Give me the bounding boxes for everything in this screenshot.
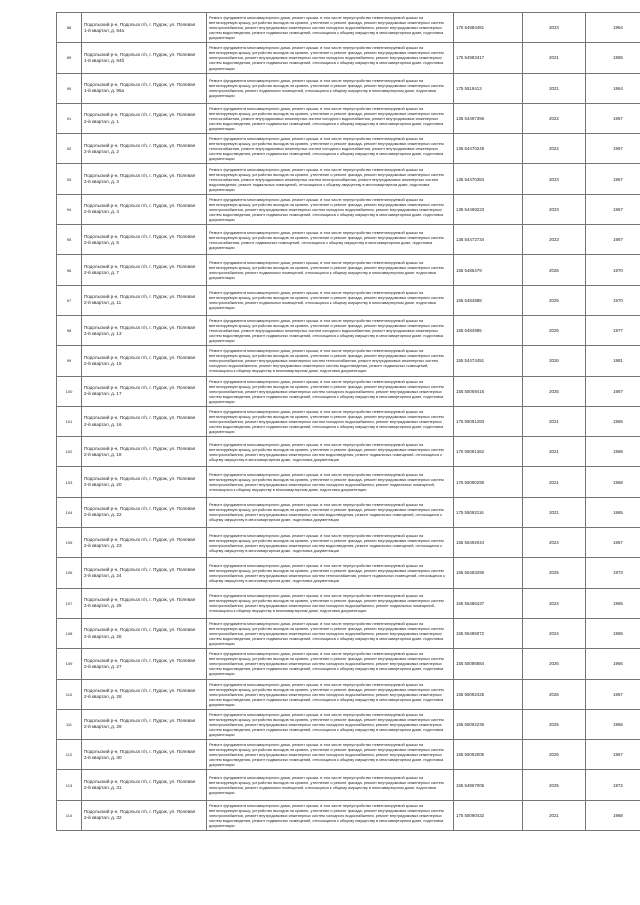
- table-row: [57, 285, 640, 315]
- object-code-cell: 155 54867005: [454, 770, 523, 800]
- address-line-2: 2-й квартал, д. 5: [84, 239, 119, 245]
- table-row: [57, 103, 640, 133]
- object-code-cell: 135 54469223: [454, 194, 523, 224]
- address-cell: [82, 588, 207, 618]
- address-line-2: 2-й квартал, д. 2: [84, 148, 119, 154]
- work-description-cell: Ремонт фундамента многоквартирного дома, ремонт крыши, в том числе переустройство невентилируемой крыши на вентилируемую крышу, устройство выходов на кровлю, утепление и ремонт фасада, ремонт внутридомовых инженерных систем электроснабжения, ремонт внутридомовых инженерных систем холодного водоснабжения, ремонт внутридомовых инженерных систем водоотведения, ремонт подвальных помещений, относящихся к общему имуществу в многоквартирном доме, подготовка документации: [207, 43, 454, 73]
- build-year-cell: 1966: [586, 649, 640, 679]
- object-code-cell: 175 55090432: [454, 800, 523, 830]
- address-line-2: 1-й квартал, д. 94а: [84, 27, 125, 33]
- address-cell: [82, 134, 207, 164]
- address-line-1: Подольский р-н, Подольск г/п, г. Пудож, ул. Полевая: [84, 385, 196, 391]
- work-description-cell: Ремонт фундамента многоквартирного дома, ремонт крыши, в том числе переустройство невентилируемой крыши на вентилируемую крышу, устройство выходов на кровлю, утепление и ремонт фасада, ремонт внутридомовых инженерных систем электроснабжения, ремонт внутридомовых инженерных систем холодного водоснабжения, ремонт внутридомовых инженерных систем водоотведения, ремонт подвальных помещений, относящихся к общему имуществу в многоквартирном доме, подготовка документации: [207, 709, 454, 739]
- address-cell: [82, 558, 207, 588]
- address-line-1: Подольский р-н, Подольск г/п, г. Пудож, ул. Полевая: [84, 112, 196, 118]
- address-line-1: Подольский р-н, Подольск г/п, г. Пудож, ул. Полевая: [84, 657, 196, 663]
- build-year-cell: 1965: [586, 618, 640, 648]
- repair-year-cell: 2022: [523, 134, 586, 164]
- work-description-cell: Ремонт фундамента многоквартирного дома, ремонт крыши, в том числе переустройство невентилируемой крыши на вентилируемую крышу, устройство выходов на кровлю, утепление и ремонт фасада, ремонт внутридомовых инженерных систем электроснабжения, ремонт подвальных помещений, относящихся к общему имуществу в многоквартирном доме, подготовка документации: [207, 73, 454, 103]
- repair-year-cell: 2026: [523, 255, 586, 285]
- work-description-cell: Ремонт фундамента многоквартирного дома, ремонт крыши, в том числе переустройство невентилируемой крыши на вентилируемую крышу, устройство выходов на кровлю, утепление и ремонт фасада, ремонт внутридомовых инженерных систем электроснабжения, ремонт подвальных помещений, относящихся к общему имуществу в многоквартирном доме, подготовка документации: [207, 285, 454, 315]
- address-line-1: Подольский р-н, Подольск г/п, г. Пудож, ул. Полевая: [84, 506, 196, 512]
- address-cell: [82, 43, 207, 73]
- repair-year-cell: 2025: [523, 709, 586, 739]
- row-number: 91: [57, 103, 82, 133]
- row-number: 95: [57, 225, 82, 255]
- row-number: 110: [57, 679, 82, 709]
- repair-year-cell: 2026: [523, 740, 586, 770]
- address-line-1: Подольский р-н, Подольск г/п, г. Пудож, ул. Полевая: [84, 294, 196, 300]
- object-code-cell: 155 55092006: [454, 740, 523, 770]
- address-cell: [82, 225, 207, 255]
- build-year-cell: 1968: [586, 800, 640, 830]
- row-number: 99: [57, 346, 82, 376]
- row-number: 89: [57, 43, 82, 73]
- work-description-cell: Ремонт фундамента многоквартирного дома, ремонт крыши, в том числе переустройство невентилируемой крыши на вентилируемую крышу, устройство выходов на кровлю, утепление и ремонт фасада, ремонт внутридомовых инженерных систем электроснабжения, ремонт внутридомовых инженерных систем холодного водоснабжения, ремонт подвальных помещений, относящихся к общему имуществу в многоквартирном доме, подготовка документации: [207, 467, 454, 497]
- address-cell: [82, 164, 207, 194]
- address-cell: [82, 649, 207, 679]
- address-line-2: 2-й квартал, д. 30: [84, 754, 122, 760]
- address-line-2: 2-й квартал, д. 7: [84, 270, 119, 276]
- work-description-cell: Ремонт фундамента многоквартирного дома, ремонт крыши, в том числе переустройство невентилируемой крыши на вентилируемую крышу, устройство выходов на кровлю, утепление и ремонт фасада, ремонт внутридомовых инженерных систем теплоснабжения, ремонт внутридомовых инженерных систем холодного водоснабжения, ремонт внутридомовых инженерных систем водоотведения, ремонт подвальных помещений, относящихся к общему имуществу в многоквартирном доме, подготовка документации: [207, 103, 454, 133]
- address-line-2: 2-й квартал, д. 27: [84, 663, 122, 669]
- address-line-1: Подольский р-н, Подольск г/п, г. Пудож, ул. Полевая: [84, 21, 196, 27]
- object-code-cell: 175 54983417: [454, 43, 523, 73]
- object-code-cell: 155 55069416: [454, 376, 523, 406]
- object-code-cell: 155 5486479: [454, 255, 523, 285]
- repair-year-cell: 2023: [523, 13, 586, 43]
- repair-year-cell: 2021: [523, 497, 586, 527]
- repair-year-cell: 2024: [523, 528, 586, 558]
- table-row: [57, 255, 640, 285]
- row-number: 106: [57, 558, 82, 588]
- row-number: 111: [57, 709, 82, 739]
- work-description-cell: Ремонт фундамента многоквартирного дома, ремонт крыши, в том числе переустройство невентилируемой крыши на вентилируемую крышу, устройство выходов на кровлю, утепление и ремонт фасада, ремонт внутридомовых инженерных систем электроснабжения, ремонт внутридомовых инженерных систем теплоснабжения, ремонт внутридомовых инженерных систем холодного водоснабжения, ремонт внутридомовых инженерных систем водоотведения, ремонт подвальных помещений, относящихся к общему имуществу в многоквартирном доме, подготовка документации: [207, 346, 454, 376]
- work-description-cell: Ремонт фундамента многоквартирного дома, ремонт крыши, в том числе переустройство невентилируемой крыши на вентилируемую крышу, устройство выходов на кровлю, утепление и ремонт фасада, ремонт внутридомовых инженерных систем теплоснабжения, ремонт внутридомовых инженерных систем холодного водоснабжения, ремонт внутридомовых инженерных систем водоотведения, ремонт подвальных помещений, относящихся к общему имуществу в многоквартирном доме, подготовка документации: [207, 315, 454, 345]
- work-description-cell: Ремонт фундамента многоквартирного дома, ремонт крыши, в том числе переустройство невентилируемой крыши на вентилируемую крышу, устройство выходов на кровлю, утепление и ремонт фасада, ремонт внутридомовых инженерных систем электроснабжения, ремонт внутридомовых инженерных систем холодного водоснабжения, ремонт внутридомовых инженерных систем водоотведения, ремонт подвальных помещений, относящихся к общему имуществу в многоквартирном доме, подготовка документации: [207, 740, 454, 770]
- repair-year-cell: 2026: [523, 679, 586, 709]
- repair-year-cell: 2026: [523, 315, 586, 345]
- address-cell: [82, 709, 207, 739]
- table-row: [57, 346, 640, 376]
- repair-year-cell: 2023: [523, 164, 586, 194]
- object-code-cell: 135 54470249: [454, 134, 523, 164]
- address-line-2: 2-й квартал, д. 26: [84, 633, 122, 639]
- work-description-cell: Ремонт фундамента многоквартирного дома, ремонт крыши, в том числе переустройство невентилируемой крыши на вентилируемую крышу, устройство выходов на кровлю, утепление и ремонт фасада, ремонт внутридомовых инженерных систем электроснабжения, ремонт внутридомовых инженерных систем холодного водоснабжения, ремонт внутридомовых инженерных систем водоотведения, ремонт подвальных помещений, относящихся к общему имуществу в многоквартирном доме, подготовка документации: [207, 679, 454, 709]
- work-description-cell: Ремонт фундамента многоквартирного дома, ремонт крыши, в том числе переустройство невентилируемой крыши на вентилируемую крышу, устройство выходов на кровлю, утепление и ремонт фасада, ремонт внутридомовых инженерных систем электроснабжения, ремонт внутридомовых инженерных систем холодного водоснабжения, ремонт внутридомовых инженерных систем водоотведения, ремонт подвальных помещений, относящихся к общему имуществу в многоквартирном доме, подготовка документации: [207, 618, 454, 648]
- work-description-cell: Ремонт фундамента многоквартирного дома, ремонт крыши, в том числе переустройство невентилируемой крыши на вентилируемую крышу, устройство выходов на кровлю, утепление и ремонт фасада, ремонт внутридомовых инженерных систем электроснабжения, ремонт внутридомовых инженерных систем холодного водоснабжения, ремонт внутридомовых инженерных систем водоотведения, ремонт подвальных помещений, относящихся к общему имуществу в многоквартирном доме, подготовка документации: [207, 406, 454, 436]
- work-description-cell: Ремонт фундамента многоквартирного дома, ремонт крыши, в том числе переустройство невентилируемой крыши на вентилируемую крышу, устройство выходов на кровлю, утепление и ремонт фасада, ремонт внутридомовых инженерных систем теплоснабжения, ремонт внутридомовых инженерных систем электроснабжения, ремонт внутридомовых инженерных систем водоотведения, ремонт подвальных помещений, относящихся к общему имуществу в многоквартирном доме, подготовка документации: [207, 164, 454, 194]
- build-year-cell: 1967: [586, 225, 640, 255]
- work-description-cell: Ремонт фундамента многоквартирного дома, ремонт крыши, в том числе переустройство невентилируемой крыши на вентилируемую крышу, устройство выходов на кровлю, утепление и ремонт фасада, ремонт внутридомовых инженерных систем электроснабжения, ремонт внутридомовых инженерных систем теплоснабжения, ремонт подвальных помещений, относящихся к общему имуществу в многоквартирном доме, подготовка документации: [207, 558, 454, 588]
- build-year-cell: 1967: [586, 194, 640, 224]
- address-cell: [82, 406, 207, 436]
- row-number: 90: [57, 73, 82, 103]
- repair-year-cell: 2025: [523, 558, 586, 588]
- address-cell: [82, 315, 207, 345]
- build-year-cell: 1965: [586, 406, 640, 436]
- table-row: [57, 225, 640, 255]
- row-number: 114: [57, 800, 82, 830]
- address-line-1: Подольский р-н, Подольск г/п, г. Пудож, ул. Полевая: [84, 415, 196, 421]
- address-line-2: 2-й квартал, д. 3: [84, 179, 119, 185]
- repair-year-cell: 2025: [523, 770, 586, 800]
- build-year-cell: 1964: [586, 73, 640, 103]
- address-line-2: 2-й квартал, д. 25: [84, 603, 122, 609]
- repair-year-cell: 2026: [523, 285, 586, 315]
- object-code-cell: 155 55486437: [454, 588, 523, 618]
- address-cell: [82, 73, 207, 103]
- table-row: [57, 800, 640, 830]
- table-row: [57, 558, 640, 588]
- table-row: [57, 43, 640, 73]
- table-row: [57, 679, 640, 709]
- table-row: [57, 467, 640, 497]
- object-code-cell: 175 55091362: [454, 437, 523, 467]
- work-description-cell: Ремонт фундамента многоквартирного дома, ремонт крыши, в том числе переустройство невентилируемой крыши на вентилируемую крышу, устройство выходов на кровлю, утепление и ремонт фасада, ремонт внутридомовых инженерных систем теплоснабжения, ремонт внутридомовых инженерных систем холодного водоснабжения, ремонт внутридомовых инженерных систем водоотведения, ремонт подвальных помещений, относящихся к общему имуществу в многоквартирном доме, подготовка документации: [207, 134, 454, 164]
- build-year-cell: 1967: [586, 740, 640, 770]
- build-year-cell: 1967: [586, 528, 640, 558]
- address-line-2: 2-й квартал, д. 17: [84, 391, 122, 397]
- object-code-cell: 155 5484985: [454, 315, 523, 345]
- row-number: 94: [57, 194, 82, 224]
- address-line-2: 2-й квартал, д. 11: [84, 300, 122, 306]
- address-cell: [82, 346, 207, 376]
- work-description-cell: Ремонт фундамента многоквартирного дома, ремонт крыши, в том числе переустройство невентилируемой крыши на вентилируемую крышу, устройство выходов на кровлю, утепление и ремонт фасада, ремонт внутридомовых инженерных систем электроснабжения, ремонт внутридомовых инженерных систем холодного водоснабжения, ремонт внутридомовых инженерных систем водоотведения, ремонт подвальных помещений, относящихся к общему имуществу в многоквартирном доме, подготовка документации: [207, 13, 454, 43]
- object-code-cell: 175 55091283: [454, 406, 523, 436]
- address-line-1: Подольский р-н, Подольск г/п, г. Пудож, ул. Полевая: [84, 536, 196, 542]
- address-cell: [82, 528, 207, 558]
- address-line-1: Подольский р-н, Подольск г/п, г. Пудож, ул. Полевая: [84, 778, 196, 784]
- repair-year-cell: 2021: [523, 406, 586, 436]
- row-number: 101: [57, 406, 82, 436]
- object-code-cell: 155 54474451: [454, 346, 523, 376]
- object-code-cell: 155 55486072: [454, 618, 523, 648]
- address-line-1: Подольский р-н, Подольск г/п, г. Пудож, ул. Полевая: [84, 809, 196, 815]
- work-description-cell: Ремонт фундамента многоквартирного дома, ремонт крыши, в том числе переустройство невентилируемой крыши на вентилируемую крышу, устройство выходов на кровлю, утепление и ремонт фасада, ремонт внутридомовых инженерных систем электроснабжения, ремонт внутридомовых инженерных систем водоотведения, ремонт подвальных помещений, относящихся к общему имуществу в многоквартирном доме, подготовка документации: [207, 528, 454, 558]
- address-cell: [82, 618, 207, 648]
- address-cell: [82, 194, 207, 224]
- address-line-2: 2-й квартал, д. 22: [84, 512, 122, 518]
- address-cell: [82, 255, 207, 285]
- address-line-2: 1-й квартал, д. 94б: [84, 57, 125, 63]
- row-number: 96: [57, 255, 82, 285]
- table-row: [57, 649, 640, 679]
- address-line-1: Подольский р-н, Подольск г/п, г. Пудож, ул. Полевая: [84, 233, 196, 239]
- build-year-cell: 1977: [586, 315, 640, 345]
- row-number: 93: [57, 164, 82, 194]
- row-number: 98: [57, 315, 82, 345]
- address-cell: [82, 800, 207, 830]
- build-year-cell: 1965: [586, 709, 640, 739]
- address-line-1: Подольский р-н, Подольск г/п, г. Пудож, ул. Полевая: [84, 324, 196, 330]
- row-number: 112: [57, 740, 82, 770]
- address-line-2: 2-й квартал, д. 32: [84, 815, 122, 821]
- build-year-cell: 1981: [586, 346, 640, 376]
- address-line-1: Подольский р-н, Подольск г/п, г. Пудож, ул. Полевая: [84, 627, 196, 633]
- work-description-cell: Ремонт фундамента многоквартирного дома, ремонт крыши, в том числе переустройство невентилируемой крыши на вентилируемую крышу, устройство выходов на кровлю, утепление и ремонт фасада, ремонт внутридомовых инженерных систем теплоснабжения, ремонт подвальных помещений, относящихся к общему имуществу в многоквартирном доме, подготовка документации: [207, 225, 454, 255]
- repair-year-cell: 2022: [523, 103, 586, 133]
- address-cell: [82, 740, 207, 770]
- housing-repair-table: [56, 12, 640, 831]
- object-code-cell: 155 55483296: [454, 558, 523, 588]
- work-description-cell: Ремонт фундамента многоквартирного дома, ремонт крыши, в том числе переустройство невентилируемой крыши на вентилируемую крышу, устройство выходов на кровлю, утепление и ремонт фасада, ремонт внутридомовых инженерных систем электроснабжения, ремонт внутридомовых инженерных систем холодного водоснабжения, ремонт внутридомовых инженерных систем водоотведения, ремонт подвальных помещений, относящихся к общему имуществу в многоквартирном доме, подготовка документации: [207, 649, 454, 679]
- object-code-cell: 155 55092425: [454, 679, 523, 709]
- table-row: [57, 740, 640, 770]
- table-row: [57, 315, 640, 345]
- repair-year-cell: 2024: [523, 618, 586, 648]
- repair-year-cell: 2026: [523, 649, 586, 679]
- address-line-1: Подольский р-н, Подольск г/п, г. Пудож, ул. Полевая: [84, 173, 196, 179]
- address-line-2: 2-й квартал, д. 24: [84, 572, 122, 578]
- object-code-cell: 175 55092116: [454, 497, 523, 527]
- repair-year-cell: 2023: [523, 194, 586, 224]
- work-description-cell: Ремонт фундамента многоквартирного дома, ремонт крыши, в том числе переустройство невентилируемой крыши на вентилируемую крышу, устройство выходов на кровлю, утепление и ремонт фасада, ремонт внутридомовых инженерных систем электроснабжения, ремонт внутридомовых инженерных систем холодного водоснабжения, ремонт внутридомовых инженерных систем водоотведения, ремонт подвальных помещений, относящихся к общему имуществу в многоквартирном доме, подготовка документации: [207, 376, 454, 406]
- address-cell: [82, 285, 207, 315]
- address-line-1: Подольский р-н, Подольск г/п, г. Пудож, ул. Полевая: [84, 718, 196, 724]
- build-year-cell: 1970: [586, 255, 640, 285]
- table-row: [57, 406, 640, 436]
- object-code-cell: 155 55086884: [454, 649, 523, 679]
- address-cell: [82, 497, 207, 527]
- row-number: 105: [57, 528, 82, 558]
- address-line-1: Подольский р-н, Подольск г/п, г. Пудож, ул. Полевая: [84, 445, 196, 451]
- address-cell: [82, 770, 207, 800]
- repair-year-cell: 2021: [523, 800, 586, 830]
- address-line-2: 2-й квартал, д. 18: [84, 451, 122, 457]
- build-year-cell: 1967: [586, 103, 640, 133]
- build-year-cell: 1964: [586, 13, 640, 43]
- repair-year-cell: 2021: [523, 467, 586, 497]
- table-row: [57, 528, 640, 558]
- repair-year-cell: 2021: [523, 43, 586, 73]
- object-code-cell: 175 55090295: [454, 467, 523, 497]
- object-code-cell: 135 54497396: [454, 103, 523, 133]
- address-line-1: Подольский р-н, Подольск г/п, г. Пудож, ул. Полевая: [84, 748, 196, 754]
- object-code-cell: 155 55092236: [454, 709, 523, 739]
- build-year-cell: 1967: [586, 164, 640, 194]
- table-row: [57, 497, 640, 527]
- build-year-cell: 1972: [586, 770, 640, 800]
- build-year-cell: 1970: [586, 285, 640, 315]
- table-row: [57, 164, 640, 194]
- address-line-1: Подольский р-н, Подольск г/п, г. Пудож, ул. Полевая: [84, 688, 196, 694]
- address-line-2: 2-й квартал, д. 15: [84, 360, 122, 366]
- table-row: [57, 376, 640, 406]
- repair-year-cell: 2021: [523, 437, 586, 467]
- work-description-cell: Ремонт фундамента многоквартирного дома, ремонт крыши, в том числе переустройство невентилируемой крыши на вентилируемую крышу, устройство выходов на кровлю, утепление и ремонт фасада, ремонт внутридомовых инженерных систем электроснабжения, ремонт внутридомовых инженерных систем холодного водоснабжения, ремонт внутридомовых инженерных систем водоотведения, ремонт подвальных помещений, относящихся к общему имуществу в многоквартирном доме, подготовка документации: [207, 800, 454, 830]
- address-line-2: 2-й квартал, д. 29: [84, 724, 122, 730]
- row-number: 97: [57, 285, 82, 315]
- build-year-cell: 1955: [586, 43, 640, 73]
- row-number: 108: [57, 618, 82, 648]
- row-number: 88: [57, 13, 82, 43]
- build-year-cell: 1973: [586, 558, 640, 588]
- work-description-cell: Ремонт фундамента многоквартирного дома, ремонт крыши, в том числе переустройство невентилируемой крыши на вентилируемую крышу, устройство выходов на кровлю, утепление и ремонт фасада, ремонт внутридомовых инженерных систем электроснабжения, ремонт подвальных помещений, относящихся к общему имуществу в многоквартирном доме, подготовка документации: [207, 255, 454, 285]
- table-body: [57, 13, 640, 831]
- build-year-cell: 1965: [586, 588, 640, 618]
- object-code-cell: 175 54984481: [454, 13, 523, 43]
- address-cell: [82, 437, 207, 467]
- object-code-cell: 135 54470384: [454, 164, 523, 194]
- repair-year-cell: 2024: [523, 588, 586, 618]
- address-line-2: 2-й квартал, д. 28: [84, 694, 122, 700]
- work-description-cell: Ремонт фундамента многоквартирного дома, ремонт крыши, в том числе переустройство невентилируемой крыши на вентилируемую крышу, устройство выходов на кровлю, утепление и ремонт фасада, ремонт внутридомовых инженерных систем электроснабжения, ремонт подвальных помещений, относящихся к общему имуществу в многоквартирном доме, подготовка документации: [207, 770, 454, 800]
- address-cell: [82, 679, 207, 709]
- address-line-2: 2-й квартал, д. 16: [84, 421, 122, 427]
- work-description-cell: Ремонт фундамента многоквартирного дома, ремонт крыши, в том числе переустройство невентилируемой крыши на вентилируемую крышу, устройство выходов на кровлю, утепление и ремонт фасада, ремонт внутридомовых инженерных систем электроснабжения, ремонт внутридомовых инженерных систем водоотведения, ремонт подвальных помещений, относящихся к общему имуществу в многоквартирном доме, подготовка документации: [207, 497, 454, 527]
- table-row: [57, 588, 640, 618]
- address-line-2: 2-й квартал, д. 31: [84, 785, 122, 791]
- table-row: [57, 709, 640, 739]
- build-year-cell: 1965: [586, 497, 640, 527]
- table-row: [57, 437, 640, 467]
- address-line-1: Подольский р-н, Подольск г/п, г. Пудож, ул. Полевая: [84, 203, 196, 209]
- address-line-1: Подольский р-н, Подольск г/п, г. Пудож, ул. Полевая: [84, 82, 196, 88]
- repair-year-cell: 2025: [523, 376, 586, 406]
- address-cell: [82, 467, 207, 497]
- work-description-cell: Ремонт фундамента многоквартирного дома, ремонт крыши, в том числе переустройство невентилируемой крыши на вентилируемую крышу, устройство выходов на кровлю, утепление и ремонт фасада, ремонт внутридомовых инженерных систем электроснабжения, ремонт внутридомовых инженерных систем водоотведения, ремонт подвальных помещений, относящихся к общему имуществу в многоквартирном доме, подготовка документации: [207, 437, 454, 467]
- address-line-1: Подольский р-н, Подольск г/п, г. Пудож, ул. Полевая: [84, 566, 196, 572]
- build-year-cell: 1967: [586, 134, 640, 164]
- object-code-cell: 155 55492044: [454, 528, 523, 558]
- address-line-2: 2-й квартал, д. 4: [84, 209, 119, 215]
- row-number: 92: [57, 134, 82, 164]
- address-cell: [82, 13, 207, 43]
- row-number: 104: [57, 497, 82, 527]
- table-row: [57, 618, 640, 648]
- build-year-cell: 1967: [586, 679, 640, 709]
- address-cell: [82, 376, 207, 406]
- table-row: [57, 73, 640, 103]
- row-number: 102: [57, 437, 82, 467]
- work-description-cell: Ремонт фундамента многоквартирного дома, ремонт крыши, в том числе переустройство невентилируемой крыши на вентилируемую крышу, устройство выходов на кровлю, утепление и ремонт фасада, ремонт внутридомовых инженерных систем электроснабжения, ремонт внутридомовых инженерных систем холодного водоснабжения, ремонт внутридомовых инженерных систем водоотведения, ремонт подвальных помещений, относящихся к общему имуществу в многоквартирном доме, подготовка документации: [207, 194, 454, 224]
- address-line-1: Подольский р-н, Подольск г/п, г. Пудож, ул. Полевая: [84, 354, 196, 360]
- object-code-cell: 175 5519413: [454, 73, 523, 103]
- build-year-cell: 1968: [586, 437, 640, 467]
- table-row: [57, 194, 640, 224]
- row-number: 103: [57, 467, 82, 497]
- repair-year-cell: 2023: [523, 225, 586, 255]
- address-line-2: 2-й квартал, д. 1: [84, 118, 119, 124]
- object-code-cell: 155 5484888: [454, 285, 523, 315]
- repair-year-cell: 2026: [523, 346, 586, 376]
- row-number: 100: [57, 376, 82, 406]
- address-line-1: Подольский р-н, Подольск г/п, г. Пудож, ул. Полевая: [84, 476, 196, 481]
- address-line-2: 2-й квартал, д. 13: [84, 330, 122, 336]
- table-row: [57, 13, 640, 43]
- address-line-2: 2-й квартал, д. 23: [84, 542, 122, 548]
- address-cell: [82, 103, 207, 133]
- build-year-cell: 1967: [586, 376, 640, 406]
- address-line-1: Подольский р-н, Подольск г/п, г. Пудож, ул. Полевая: [84, 51, 196, 57]
- build-year-cell: 1968: [586, 467, 640, 497]
- table-row: [57, 770, 640, 800]
- address-line-1: Подольский р-н, Подольск г/п, г. Пудож, ул. Полевая: [84, 263, 196, 269]
- row-number: 109: [57, 649, 82, 679]
- row-number: 113: [57, 770, 82, 800]
- address-line-2: 2-й квартал, д. 20: [84, 482, 122, 488]
- table-row: [57, 134, 640, 164]
- address-line-1: Подольский р-н, Подольск г/п, г. Пудож, ул. Полевая: [84, 142, 196, 148]
- address-line-1: Подольский р-н, Подольск г/п, г. Пудож, ул. Полевая: [84, 597, 196, 603]
- object-code-cell: 135 54472734: [454, 225, 523, 255]
- address-line-2: 1-й квартал, д. 95а: [84, 88, 125, 94]
- row-number: 107: [57, 588, 82, 618]
- repair-year-cell: 2021: [523, 73, 586, 103]
- work-description-cell: Ремонт фундамента многоквартирного дома, ремонт крыши, в том числе переустройство невентилируемой крыши на вентилируемую крышу, устройство выходов на кровлю, утепление и ремонт фасада, ремонт внутридомовых инженерных систем электроснабжения, ремонт внутридомовых инженерных систем холодного водоснабжения, ремонт подвальных помещений, относящихся к общему имуществу в многоквартирном доме, подготовка документации: [207, 588, 454, 618]
